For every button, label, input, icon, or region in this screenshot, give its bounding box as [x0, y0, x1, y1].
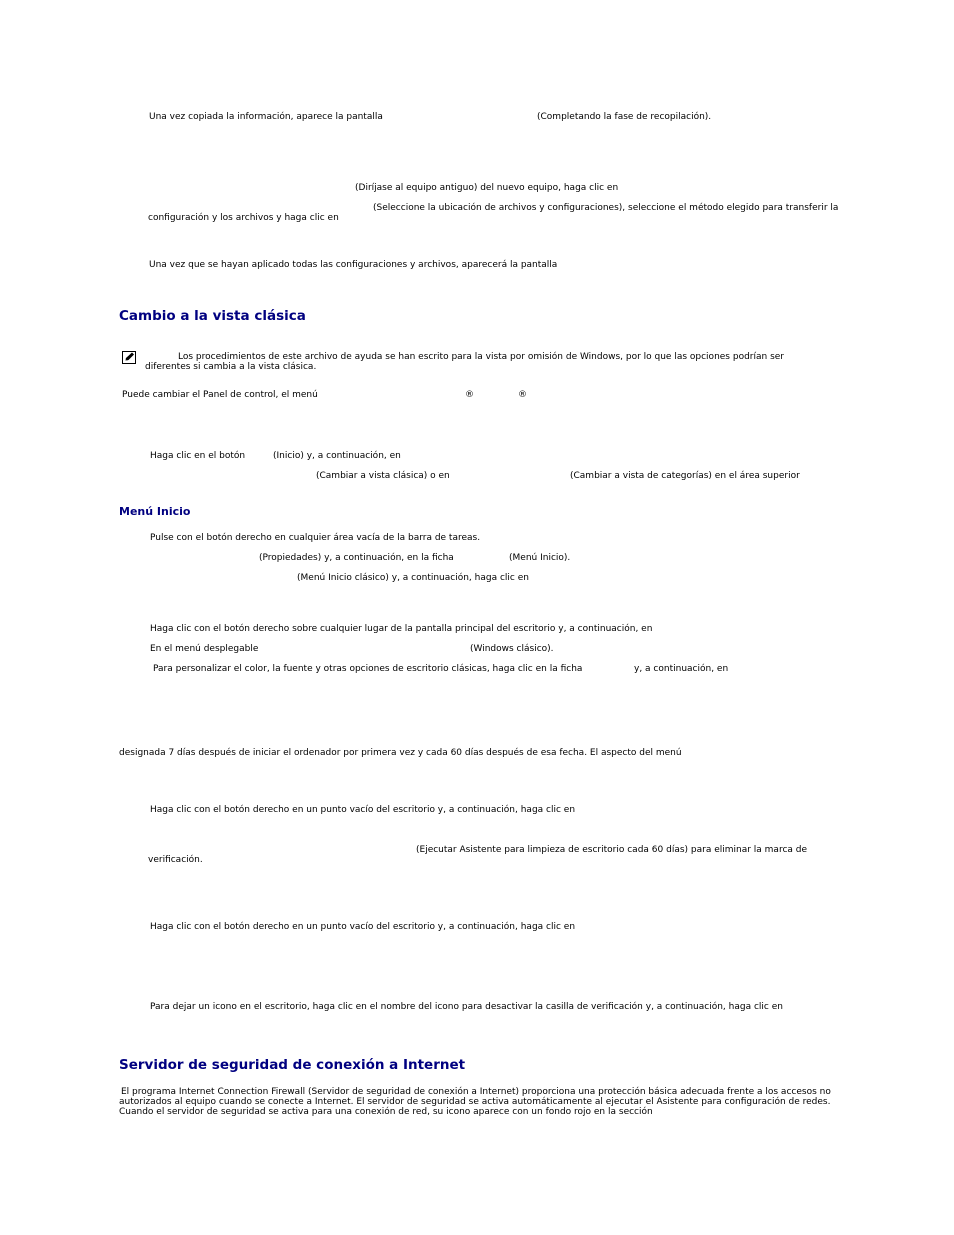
cleanup-disable-step-1: Haga clic con el botón derecho en un punto vacío del escritorio y, a continuación, haga clic en — [150, 805, 576, 815]
registered-mark-2: ® — [518, 390, 527, 400]
cleanup-run-step-1: Haga clic con el botón derecho en un punto vacío del escritorio y, a continuación, haga clic en — [150, 922, 576, 932]
note-text-line-1: Los procedimientos de este archivo de ayuda se han escrito para la vista por omisión de Windows, por lo que las opciones podrían ser — [178, 352, 784, 362]
transfer-line-1a: Una vez copiada la información, aparece la pantalla — [149, 112, 383, 122]
desktop-step-1: Haga clic con el botón derecho sobre cualquier lugar de la pantalla principal del escritorio y, a continuación, en — [150, 624, 653, 634]
transfer-line-2: (Diríjase al equipo antiguo) del nuevo equipo, haga clic en — [355, 183, 619, 193]
cleanup-disable-step-2a: (Ejecutar Asistente para limpieza de escritorio cada 60 días) para eliminar la marca de — [416, 845, 808, 855]
desktop-step-3b: y, a continuación, en — [634, 664, 729, 674]
cp-step-1b: (Inicio) y, a continuación, en — [273, 451, 401, 461]
cp-step-2b: (Cambiar a vista de categorías) en el área superior — [570, 471, 800, 481]
start-step-2a: (Propiedades) y, a continuación, en la ficha — [259, 553, 454, 563]
transfer-line-1b: (Completando la fase de recopilación). — [537, 112, 712, 122]
transfer-line-3a: (Seleccione la ubicación de archivos y configuraciones), seleccione el método elegido para transferir la — [373, 203, 839, 213]
classic-intro: Puede cambiar el Panel de control, el menú — [122, 390, 318, 400]
cp-step-1a: Haga clic en el botón — [150, 451, 246, 461]
start-step-3: (Menú Inicio clásico) y, a continuación, haga clic en — [297, 573, 529, 583]
cleanup-run-step-2: Para dejar un icono en el escritorio, haga clic en el nombre del icono para desactivar la casilla de verificación y, a continuación, haga clic en — [150, 1002, 783, 1012]
desktop-step-2a: En el menú desplegable — [150, 644, 259, 654]
start-step-1: Pulse con el botón derecho en cualquier área vacía de la barra de tareas. — [150, 533, 481, 543]
cp-step-2a: (Cambiar a vista clásica) o en — [316, 471, 450, 481]
heading-start-menu: Menú Inicio — [119, 505, 191, 518]
cleanup-line-1: designada 7 días después de iniciar el ordenador por primera vez y cada 60 días después de esa fecha. El aspecto del menú — [119, 748, 682, 758]
firewall-paragraph: El programa Internet Connection Firewall (Servidor de seguridad de conexión a Internet) proporciona una protección básica adecuada frente a los accesos no autorizados al equipo cuando se conecte a Internet. El servidor de seguridad se activa automáticamente al ejecutar el Asistente para configuración de redes. Cuando el servidor de seguridad se activa para una conexión de red, su icono aparece con un fondo rojo en la sección — [119, 1087, 831, 1117]
transfer-line-4: Una vez que se hayan aplicado todas las configuraciones y archivos, aparecerá la pantalla — [149, 260, 558, 270]
desktop-step-3a: Para personalizar el color, la fuente y otras opciones de escritorio clásicas, haga clic en la ficha — [153, 664, 583, 674]
registered-mark-1: ® — [465, 390, 474, 400]
cleanup-disable-step-2b: verificación. — [148, 855, 203, 865]
heading-classic-view: Cambio a la vista clásica — [119, 308, 306, 324]
note-pencil-icon — [122, 351, 136, 364]
start-step-2b: (Menú Inicio). — [509, 553, 571, 563]
heading-firewall: Servidor de seguridad de conexión a Internet — [119, 1057, 466, 1073]
desktop-step-2b: (Windows clásico). — [470, 644, 554, 654]
note-text-line-2: diferentes si cambia a la vista clásica. — [145, 362, 317, 372]
transfer-line-3b: configuración y los archivos y haga clic en — [148, 213, 339, 223]
